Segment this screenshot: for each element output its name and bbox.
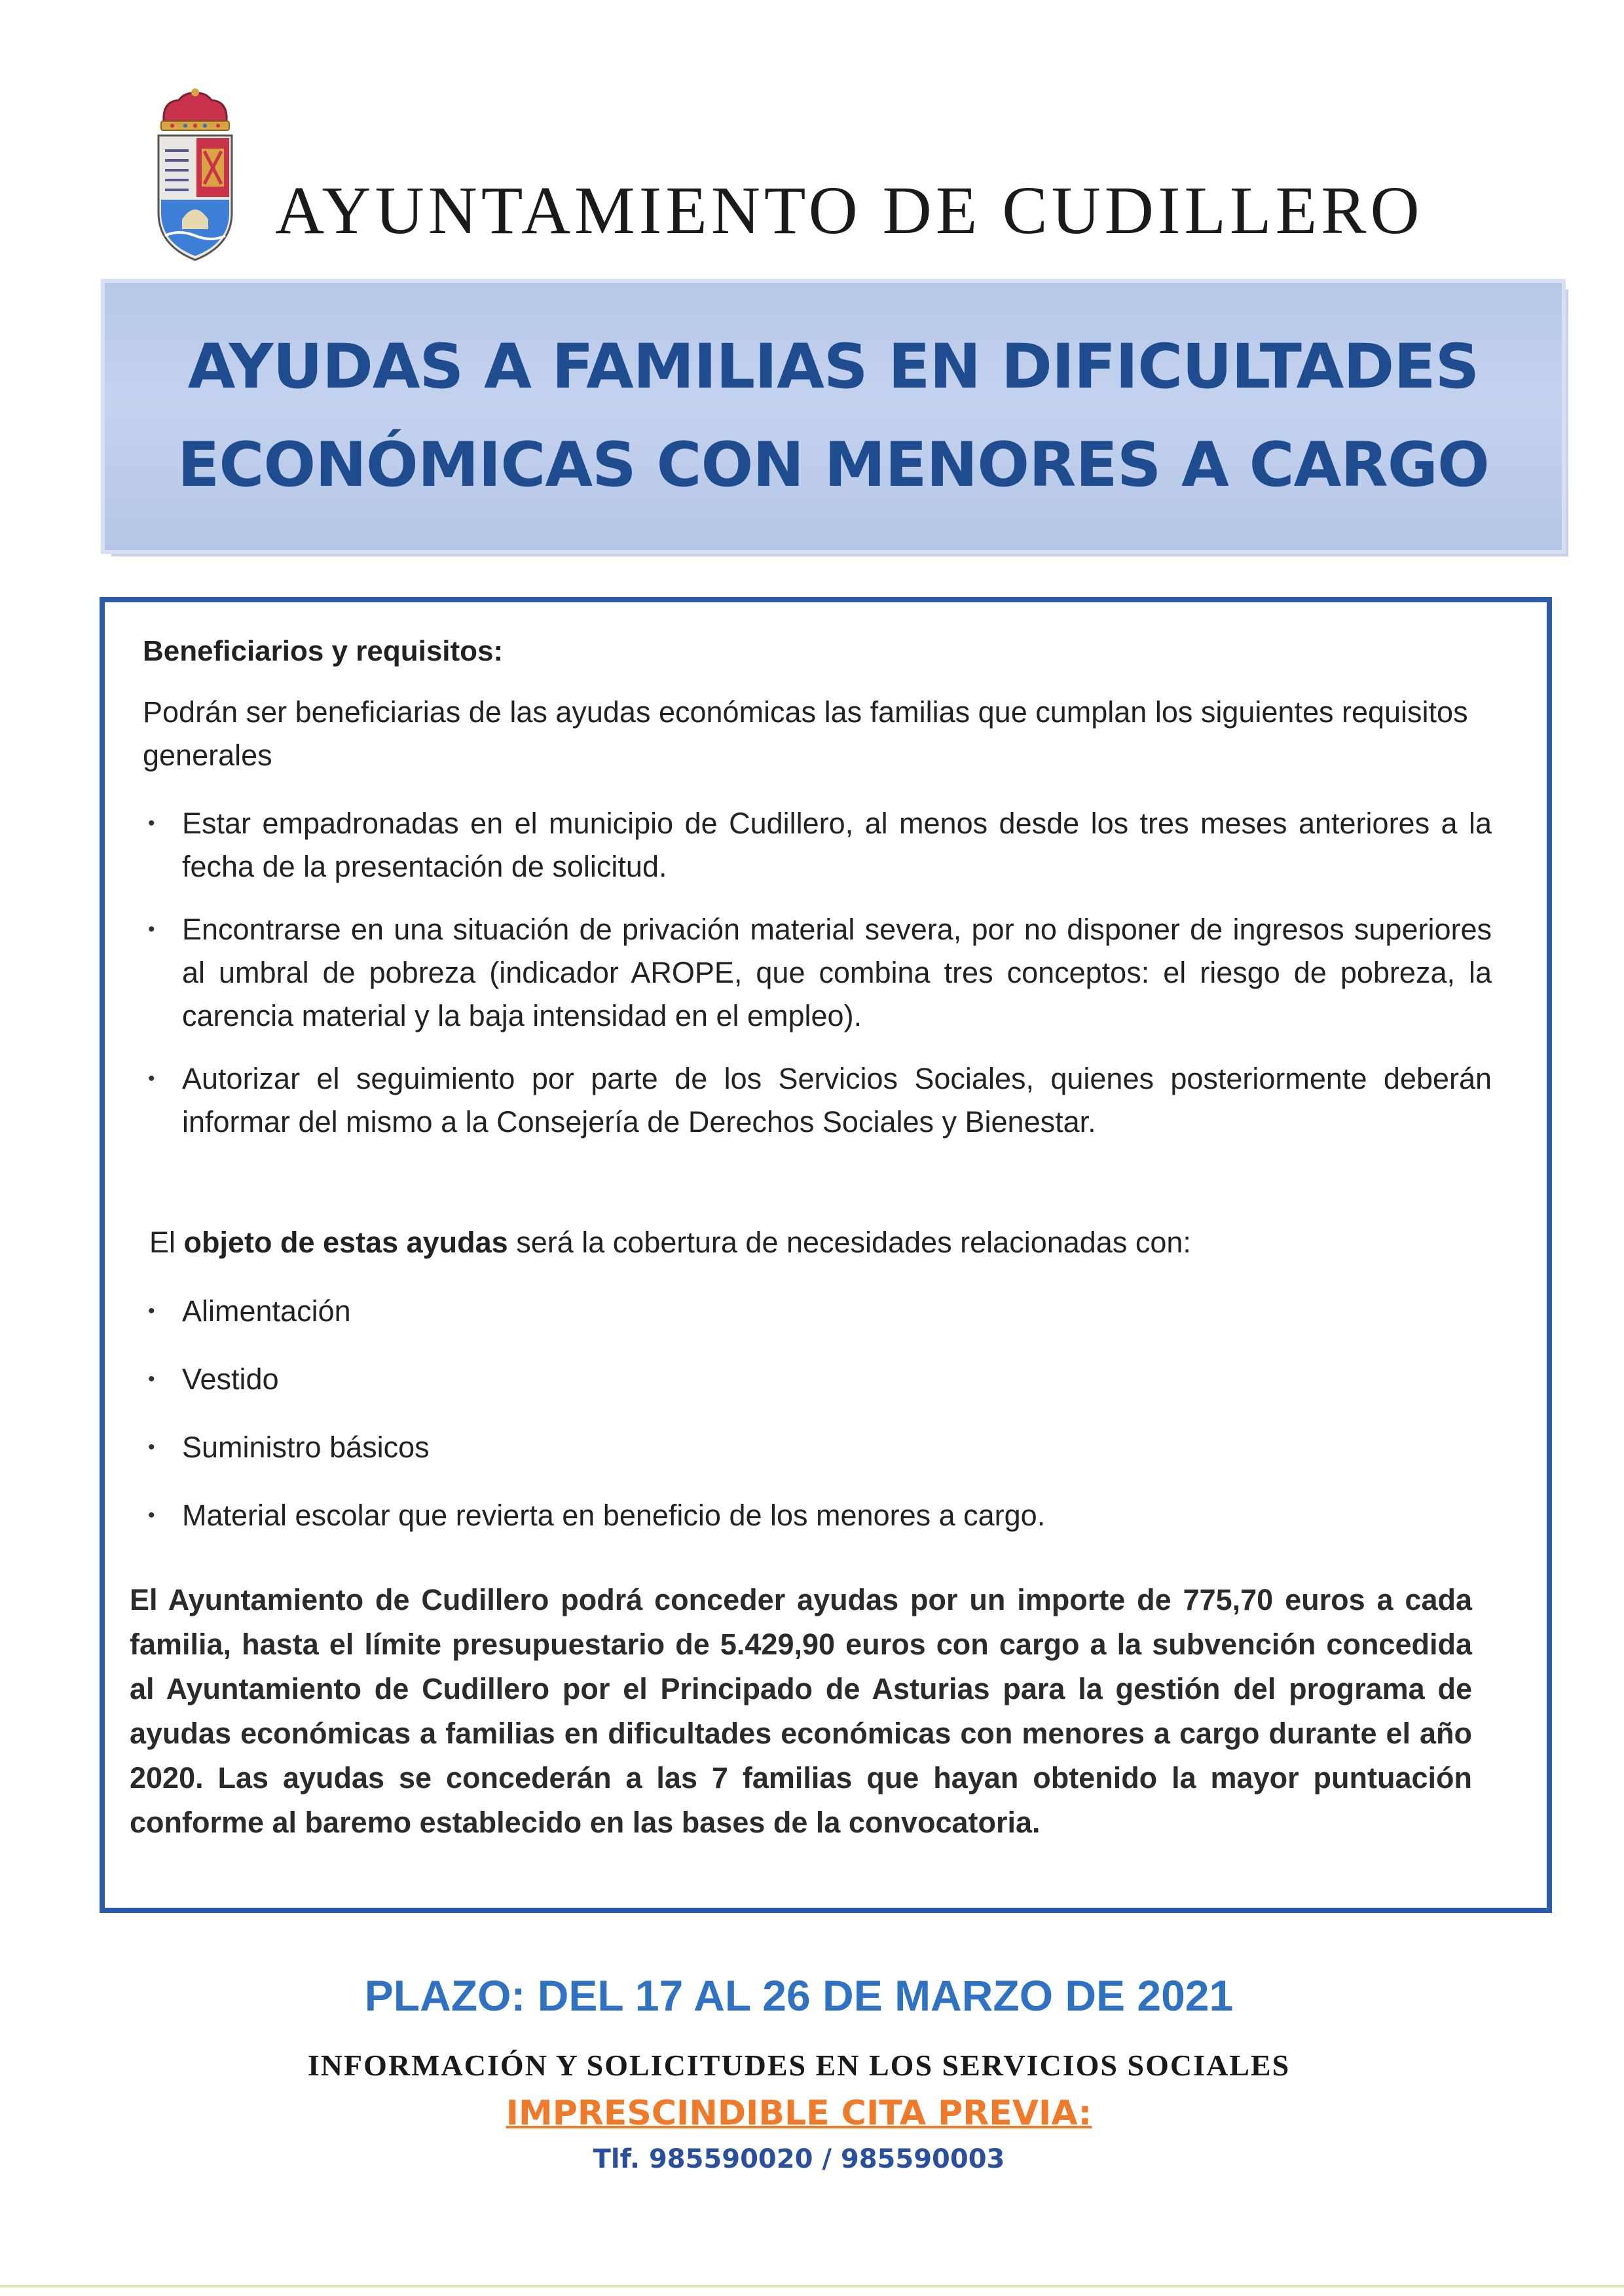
banner-title-line-2: ECONÓMICAS CON MENORES A CARGO	[177, 429, 1489, 501]
needs-list	[143, 1290, 1045, 1562]
appointment-notice: IMPRESCINDIBLE CITA PREVIA:	[506, 2094, 1092, 2133]
info-line: INFORMACIÓN Y SOLICITUDES EN LOS SERVICIOS SOCIALES	[307, 2049, 1291, 2082]
object-paragraph	[149, 1226, 1191, 1260]
list-item: • Autorizar el seguimiento por parte de los Servicios Sociales, quienes posteriormente deberán informar del mismo a la Consejería de Derechos Sociales y Bienestar.	[143, 1057, 1492, 1144]
amount-paragraph: El Ayuntamiento de Cudillero podrá conceder ayudas por un importe de 775,70 euros a cada familia, hasta el límite presupuestario de 5.429,90 euros con cargo a la subvención concedida al Ayuntamiento de Cudillero por el Principado de Asturias para la gestión del programa de ayudas económicas a familias en dificultades económicas con menores a cargo durante el año 2020. Las ayudas se concederán a las 7 familias que hayan obtenido la mayor puntuación conforme al baremo establecido en las bases de la convocatoria.	[130, 1583, 1472, 1839]
list-item: • Encontrarse en una situación de privación material severa, por no disponer de ingresos superiores al umbral de pobreza (indicador AROPE, que combina tres conceptos: el riesgo de pobreza, la carencia material y la baja intensidad en el empleo).	[143, 908, 1492, 1038]
crown-icon	[161, 88, 229, 130]
section-title: Beneficiarios y requisitos:	[143, 635, 504, 667]
banner-title	[177, 318, 1489, 515]
list-item: • Suministro básicos	[143, 1426, 1045, 1494]
object-emphasis: objeto de estas ayudas	[183, 1226, 508, 1259]
content-box	[100, 597, 1552, 1913]
list-item: • Vestido	[143, 1358, 1045, 1426]
list-item: • Estar empadronadas en el municipio de Cudillero, al menos desde los tres meses anteriores a la fecha de la presentación de solicitud.	[143, 802, 1492, 888]
phone-numbers: Tlf. 985590020 / 985590003	[593, 2144, 1005, 2174]
title-banner	[105, 283, 1562, 550]
list-item: • Material escolar que revierta en beneficio de los menores a cargo.	[143, 1494, 1045, 1562]
requirements-list	[143, 802, 1492, 1163]
deadline-heading: PLAZO: DEL 17 AL 26 DE MARZO DE 2021	[364, 1971, 1234, 2020]
list-item: • Alimentación	[143, 1290, 1045, 1358]
object-prefix: El	[149, 1226, 176, 1259]
organization-title: AYUNTAMIENTO DE CUDILLERO	[275, 173, 1424, 248]
shield-icon	[158, 136, 232, 260]
intro-paragraph: Podrán ser beneficiarias de las ayudas económicas las familias que cumplan los siguientes requisitos generales	[143, 695, 1468, 772]
scan-edge-divider	[0, 2285, 1624, 2287]
banner-title-line-1: AYUDAS A FAMILIAS EN DIFICULTADES	[187, 331, 1479, 403]
coat-of-arms-icon	[149, 88, 241, 265]
object-suffix: será la cobertura de necesidades relacionadas con:	[516, 1226, 1191, 1259]
